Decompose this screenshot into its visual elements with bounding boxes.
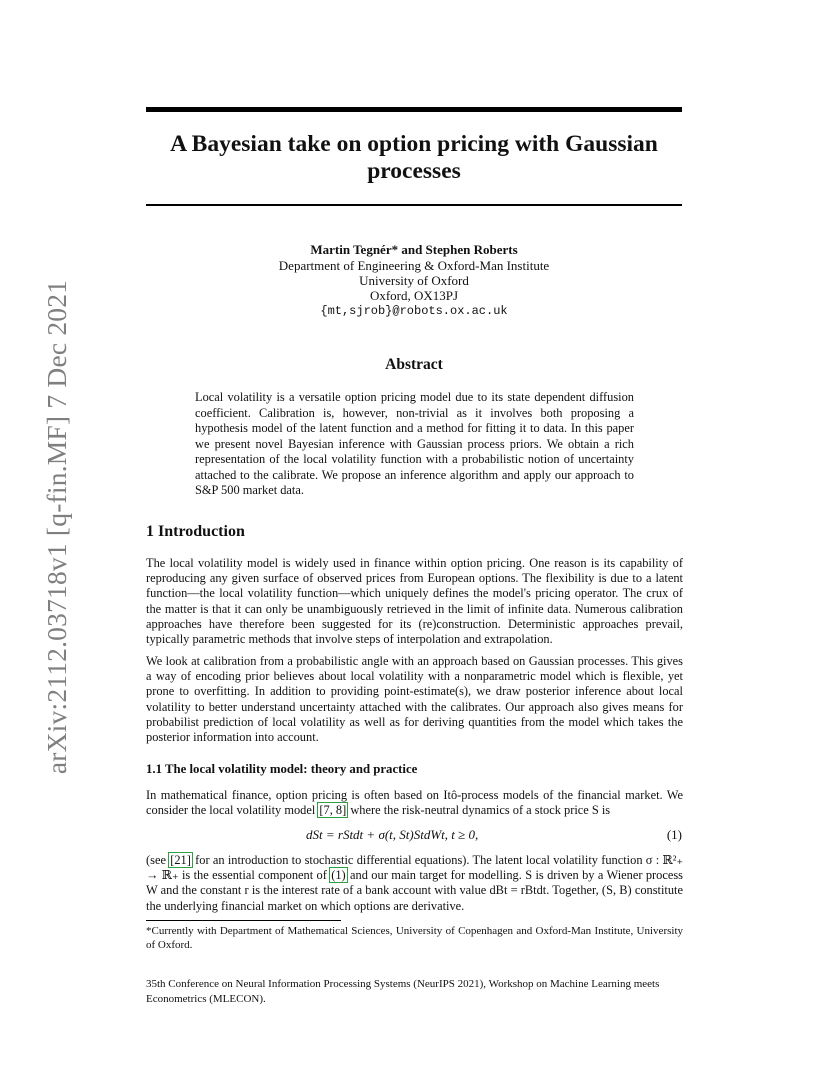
author-email[interactable]: {mt,sjrob}@robots.ox.ac.uk <box>320 304 508 318</box>
author-names: Martin Tegnér* and Stephen Roberts <box>310 242 518 257</box>
paragraph-text: for an introduction to stochastic differential equations). The latent local volatility function σ : ℝ²₊ → ℝ₊ is the essential component of <box>146 853 683 883</box>
paragraph-text: (see <box>146 853 170 867</box>
footnote: *Currently with Department of Mathematical Sciences, University of Copenhagen and Oxford-Man Institute, University of Oxford. <box>146 925 683 951</box>
equation-body: dSt = rStdt + σ(t, St)StdWt, t ≥ 0, <box>306 827 479 842</box>
citation-link-21[interactable]: [21] <box>170 853 191 867</box>
subsection-paragraph-1 <box>146 788 683 818</box>
paragraph-text: where the risk-neutral dynamics of a stock price S is <box>347 803 611 818</box>
section-heading-introduction: 1 Introduction <box>146 523 245 540</box>
subsection-paragraph-2 <box>146 853 683 914</box>
citation-link-7-8[interactable]: [7, 8] <box>319 803 347 818</box>
title-top-rule <box>146 107 682 112</box>
equation-number: (1) <box>666 827 682 842</box>
paper-title: A Bayesian take on option pricing with Gaussian processes <box>170 131 658 184</box>
abstract-heading: Abstract <box>385 356 443 373</box>
author-address: Oxford, OX13PJ <box>369 288 459 303</box>
intro-paragraph-2: We look at calibration from a probabilistic angle with an approach based on Gaussian processes. This gives a way of encoding prior believes about local volatility with a nonparametric model which is flexible, yet prone to overfitting. In addition to providing point-estimate(s), we draw posterior inference about local volatility to better understand uncertainty attached with the calibrates. Our approach also gives means for probabilist prediction of local volatility as well as for deriving quantities from the model which takes the posterior information into account. <box>146 654 683 745</box>
paragraph-text: In mathematical finance, option pricing is often based on Itô-process models of the financial market. We consider the local volatility model <box>146 788 683 818</box>
footnote-rule <box>146 920 341 921</box>
abstract-body: Local volatility is a versatile option pricing model due to its state dependent diffusion coefficient. Calibration is, however, non-trivial as it involves both proposing a hypothesis model of the latent function and a method for fitting it to data. In this paper we present novel Bayesian inference with Gaussian process priors. We obtain a rich representation of the local volatility function with a probabilistic notion of uncertainty attached to the calibrate. We propose an inference algorithm and apply our approach to S&P 500 market data. <box>195 390 634 497</box>
subsection-heading: 1.1 The local volatility model: theory and practice <box>146 762 418 776</box>
author-university: University of Oxford <box>359 273 469 288</box>
title-bottom-rule <box>146 204 682 206</box>
intro-paragraph-1: The local volatility model is widely used in finance within option pricing. One reason is its capability of reproducing any given surface of observed prices from European options. The flexibility is due to a latent function—the local volatility function—which uniquely defines the model's pricing operator. The crux of the matter is that it can only be unambiguously retrieved in the limit of infinite data. Numerous calibration approaches have therefore been suggested for its (re)construction. Deterministic approaches prevail, typically parametric methods that involve steps of interpolation and extrapolation. <box>146 556 683 647</box>
arxiv-identifier: arXiv:2112.03718v1 [q-fin.MF] 7 Dec 2021 <box>41 279 72 775</box>
equation-link-1[interactable]: (1) <box>331 868 346 883</box>
author-affiliation: Department of Engineering & Oxford-Man Institute <box>278 258 550 273</box>
conference-note: 35th Conference on Neural Information Processing Systems (NeurIPS 2021), Workshop on Machine Learning meets Econometrics (MLECON). <box>146 978 660 1005</box>
paragraph-text: and our main target for modelling. S is driven by a Wiener process W and the constant r is the interest rate of a bank account with value dBt = rBtdt. Together, (S, B) constitute the underlying financial market on which options are derivative. <box>146 868 683 913</box>
